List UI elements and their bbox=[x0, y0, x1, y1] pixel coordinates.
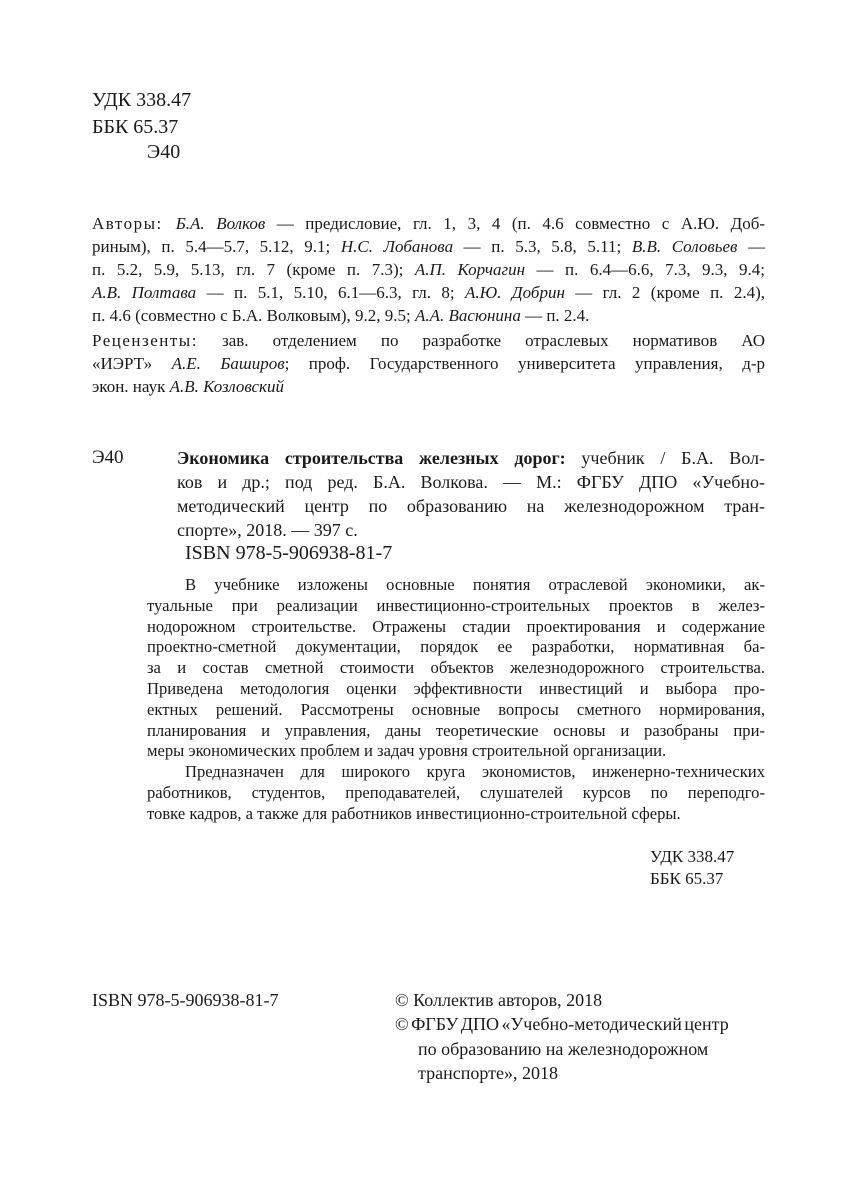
annotation-line: ектных решений. Рассмотрены основные вопросы сметного нормирования, bbox=[147, 699, 765, 719]
udk-code: УДК 338.47 bbox=[92, 89, 192, 111]
annotation-line: за и состав сметной стоимости объектов железнодорожного строительства. bbox=[147, 658, 765, 678]
reviewers-block bbox=[92, 329, 765, 398]
annotation-line: проектно-сметной документации, порядок ее разработки, нормативная ба- bbox=[147, 637, 765, 657]
footer-bbk: ББК 65.37 bbox=[650, 869, 724, 888]
text-segment: — п. 6.4—6.6, 7.3, 9.3, 9.4; bbox=[525, 260, 765, 279]
annotation-line: меры экономических проблем и задач уровня строительной организации. bbox=[147, 741, 667, 761]
person-name: Н.С. Лобанова bbox=[340, 237, 454, 256]
text-segment: зав. отделением по разработке отраслевых нормативов АО bbox=[197, 331, 765, 350]
annotation-line: работников, студентов, преподавателей, слушателей курсов по переподго- bbox=[147, 782, 765, 802]
text-segment: — п. 5.1, 5.10, 6.1—6.3, гл. 8; bbox=[196, 283, 465, 302]
copyright-publisher-line3: транспорте», 2018 bbox=[418, 1063, 558, 1083]
annotation-line: товке кадров, а также для работников инвестиционно-строительной сферы. bbox=[147, 803, 681, 823]
text-segment: спорте», 2018. — 397 с. bbox=[177, 520, 358, 540]
isbn: ISBN 978-5-906938-81-7 bbox=[185, 542, 393, 564]
text-line bbox=[92, 281, 765, 304]
text-segment: — п. 5.3, 5.8, 5.11; bbox=[453, 237, 632, 256]
annotation-line: туальные при реализации инвестиционно-строительных проектов в желез- bbox=[147, 595, 765, 615]
text-segment: «ИЭРТ» bbox=[92, 354, 172, 373]
author-mark: Э40 bbox=[147, 141, 181, 163]
text-segment: — п. 2.4. bbox=[520, 306, 590, 325]
bibliographic-record bbox=[177, 446, 765, 542]
person-name: А.Ю. Добрин bbox=[464, 283, 565, 302]
text-line bbox=[92, 235, 765, 258]
text-segment: Рецензенты: bbox=[92, 331, 198, 350]
text-line bbox=[92, 375, 765, 398]
text-line bbox=[177, 446, 765, 470]
annotation bbox=[147, 575, 765, 825]
bottom-isbn: ISBN 978-5-906938-81-7 bbox=[92, 990, 279, 1010]
text-segment: риным), п. 5.4—5.7, 5.12, 9.1; bbox=[92, 237, 341, 256]
text-line bbox=[92, 352, 765, 375]
person-name: Б.А. Волков bbox=[175, 214, 266, 233]
bbk-code: ББК 65.37 bbox=[92, 116, 179, 138]
text-segment: п. 5.2, 5.9, 5.13, гл. 7 (кроме п. 7.3); bbox=[92, 260, 415, 279]
annotation-line: планирования и управления, даны теоретические основы и разобраны при- bbox=[147, 720, 765, 740]
text-line bbox=[177, 470, 765, 494]
text-line bbox=[92, 258, 765, 281]
text-line bbox=[177, 518, 765, 542]
text-segment: — предисловие, гл. 1, 3, 4 (п. 4.6 совместно с А.Ю. Доб- bbox=[265, 214, 766, 233]
annotation-line: В учебнике изложены основные понятия отраслевой экономики, ак- bbox=[185, 575, 765, 594]
text-line bbox=[177, 494, 765, 518]
footer-udk: УДК 338.47 bbox=[650, 847, 735, 866]
copyright-publisher-line2: по образованию на железнодорожном bbox=[418, 1039, 709, 1059]
copyright-publisher: © ФГБУ ДПО «Учебно-методический центр bbox=[395, 1014, 729, 1034]
text-segment: — bbox=[737, 237, 765, 256]
text-segment: ков и др.; под ред. Б.А. Волкова. — М.: ФГБУ ДПО «Учебно- bbox=[177, 472, 765, 492]
text-segment: — гл. 2 (кроме п. 2.4), bbox=[564, 283, 765, 302]
person-name: А.А. Васюнина bbox=[415, 306, 521, 325]
person-name: А.П. Корчагин bbox=[414, 260, 526, 279]
text-segment: экон. наук bbox=[92, 377, 170, 396]
authors-block bbox=[92, 212, 765, 327]
person-name: А.В. Полтава bbox=[92, 283, 197, 302]
text-segment: учебник / Б.А. Вол- bbox=[565, 448, 765, 468]
text-segment: Авторы: bbox=[92, 214, 176, 233]
text-segment: п. 4.6 (совместно с Б.А. Волковым), 9.2, 9.5; bbox=[92, 306, 416, 325]
person-name: А.В. Козловский bbox=[169, 377, 285, 396]
text-segment: методический центр по образованию на железнодорожном тран- bbox=[177, 496, 765, 516]
annotation-line: нодорожном строительстве. Отражены стадии проектирования и содержание bbox=[147, 616, 765, 636]
bib-author-mark: Э40 bbox=[92, 447, 124, 468]
text-line bbox=[92, 329, 765, 352]
person-name: А.Е. Баширов bbox=[171, 354, 285, 373]
annotation-line: Предназначен для широкого круга экономистов, инженерно-технических bbox=[185, 762, 765, 782]
text-segment: ; проф. Государственного университета управления, д-р bbox=[284, 354, 766, 373]
book-title: Экономика строительства железных дорог: bbox=[177, 448, 566, 468]
copyright-authors: © Коллектив авторов, 2018 bbox=[395, 990, 603, 1010]
annotation-line: Приведена методология оценки эффективности инвестиций и выбора про- bbox=[147, 678, 765, 698]
text-line bbox=[92, 304, 765, 327]
text-line bbox=[92, 212, 765, 235]
person-name: В.В. Соловьев bbox=[631, 237, 738, 256]
